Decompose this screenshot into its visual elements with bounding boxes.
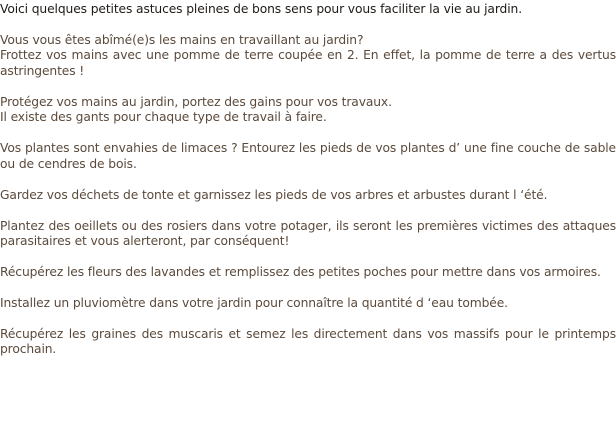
tip-line: Vos plantes sont envahies de limaces ? Entourez les pieds de vos plantes d’ une fine couche de sable ou de cendres de bois. [0, 141, 616, 171]
tip-line: Gardez vos déchets de tonte et garnissez les pieds de vos arbres et arbustes durant l ‘été. [0, 187, 548, 202]
tip-paragraph-muscari [0, 311, 616, 357]
tip-paragraph-hands [0, 17, 616, 79]
tip-paragraph-mowing [0, 172, 616, 203]
tip-line: Récupérez les graines des muscaris et semez les directement dans vos massifs pour le printemps prochain. [0, 327, 616, 357]
tip-line: Protégez vos mains au jardin, portez des gains pour vos travaux. [0, 94, 392, 109]
tip-paragraph-rain-gauge [0, 280, 616, 311]
tip-paragraph-slugs [0, 126, 616, 172]
tip-paragraph-carnations [0, 203, 616, 249]
intro-paragraph: Voici quelques petites astuces pleines de bons sens pour vous faciliter la vie au jardin. [0, 2, 522, 16]
tip-line: Plantez des oeillets ou des rosiers dans votre potager, ils seront les premières victimes des attaques parasitaires et vous alerteront, par conséquent! [0, 218, 616, 249]
tip-line: Récupérez les fleurs des lavandes et remplissez des petites poches pour mettre dans vos armoires. [0, 265, 601, 280]
tip-line: Vous vous êtes abîmé(e)s les mains en travaillant au jardin? [0, 33, 364, 47]
tip-line: Il existe des gants pour chaque type de travail à faire. [0, 110, 327, 125]
tip-line: Frottez vos mains avec une pomme de terre coupée en 2. En effet, la pomme de terre a des vertus astringentes ! [0, 48, 616, 78]
tip-paragraph-gloves [0, 79, 616, 125]
tip-line: Installez un pluviomètre dans votre jardin pour connaître la quantité d ‘eau tombée. [0, 296, 508, 311]
tip-paragraph-lavender [0, 249, 616, 280]
